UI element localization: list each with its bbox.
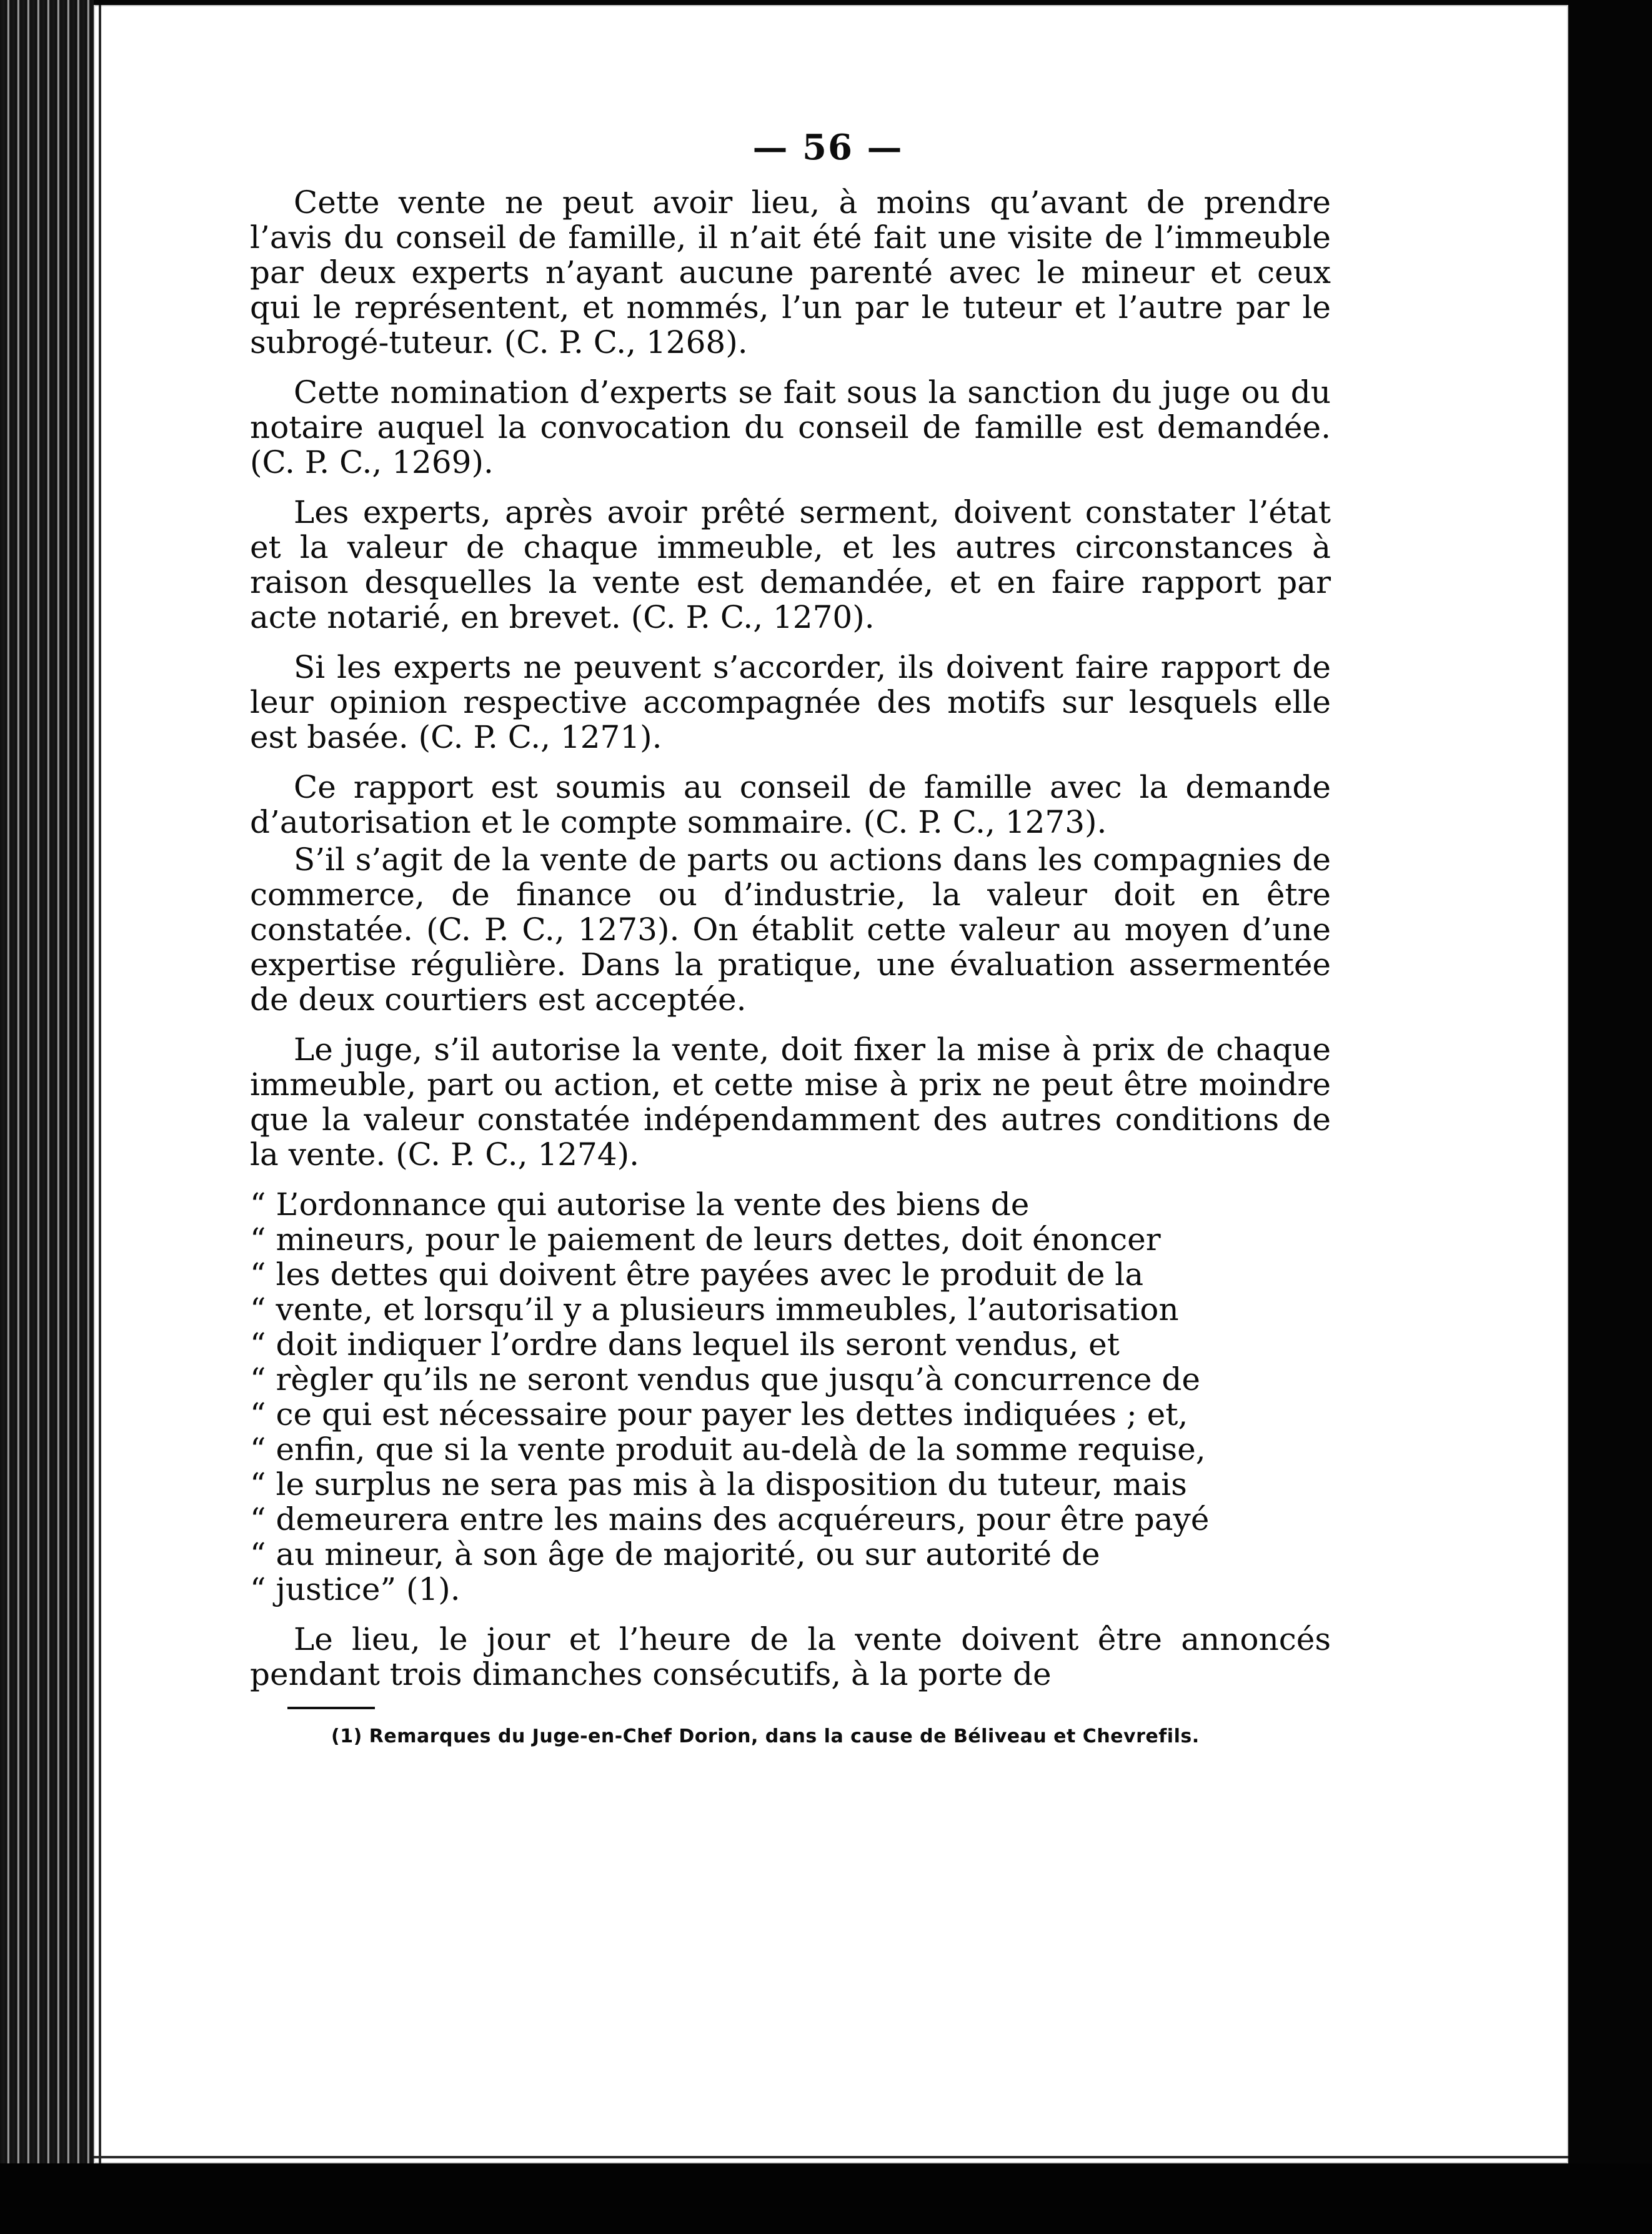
- page-text: [250, 119, 1331, 1748]
- paragraph: S’il s’agit de la vente de parts ou actions dans les compagnies de commerce, de finance ou d’industrie, la valeur doit en être constatée. (C. P. C., 1273). On établit cette valeur au moyen d’une expertise régulière. Dans la pratique, une évaluation assermentée de deux courtiers est acceptée.: [250, 841, 1331, 1018]
- paragraph: Les experts, après avoir prêté serment, doivent constater l’état et la valeur de chaque immeuble, et les autres circonstances à raison desquelles la vente est demandée, et en faire rapport par acte notarié, en brevet. (C. P. C., 1270).: [250, 494, 1331, 635]
- page-number: — 56 —: [752, 127, 903, 168]
- page-bottom-rule: [94, 2156, 1568, 2158]
- paragraph: Cette vente ne peut avoir lieu, à moins qu’avant de prendre l’avis du conseil de famille, il n’ait été fait une visite de l’immeuble par deux experts n’ayant aucune parenté avec le mineur et ceux qui le représentent, et nommés, l’un par le tuteur et l’autre par le subrogé-tuteur. (C. P. C., 1268).: [250, 184, 1331, 360]
- quote-line: “ demeurera entre les mains des acquéreurs, pour être payé: [250, 1501, 1210, 1537]
- quote-line: “ les dettes qui doivent être payées avec le produit de la: [250, 1256, 1144, 1293]
- paragraph: Cette nomination d’experts se fait sous la sanction du juge ou du notaire auquel la convocation du conseil de famille est demandée. (C. P. C., 1269).: [250, 374, 1331, 480]
- paragraph: Le juge, s’il autorise la vente, doit fixer la mise à prix de chaque immeuble, part ou action, et cette mise à prix ne peut être moindre que la valeur constatée indépendamment des autres conditions de la vente. (C. P. C., 1274).: [250, 1031, 1331, 1173]
- paragraph: Le lieu, le jour et l’heure de la vente doivent être annoncés pendant trois dimanches consécutifs, à la porte de: [250, 1621, 1331, 1692]
- quote-line: “ enfin, que si la vente produit au-delà de la somme requise,: [250, 1431, 1206, 1467]
- right-dark-margin: [1568, 0, 1652, 2234]
- quote-line: “ doit indiquer l’ordre dans lequel ils seront vendus, et: [250, 1326, 1120, 1363]
- paragraph: Si les experts ne peuvent s’accorder, ils doivent faire rapport de leur opinion respective accompagnée des motifs sur lesquels elle est basée. (C. P. C., 1271).: [250, 649, 1331, 755]
- quote-line: “ justice” (1).: [250, 1571, 460, 1607]
- quote-line: “ vente, et lorsqu’il y a plusieurs immeubles, l’autorisation: [250, 1291, 1179, 1328]
- quote-line: “ au mineur, à son âge de majorité, ou sur autorité de: [250, 1536, 1100, 1572]
- quote-line: “ règler qu’ils ne seront vendus que jusqu’à concurrence de: [250, 1361, 1200, 1397]
- bottom-dark-margin: [0, 2163, 1652, 2234]
- footnote: (1) Remarques du Juge-en-Chef Dorion, dans la cause de Béliveau et Chevrefils.: [331, 1725, 1200, 1747]
- book-page-edges: [0, 0, 94, 2234]
- quotation-block: [250, 1187, 1331, 1607]
- paragraph: Ce rapport est soumis au conseil de famille avec la demande d’autorisation et le compte sommaire. (C. P. C., 1273).: [250, 769, 1331, 840]
- footnote-rule: [287, 1707, 375, 1709]
- quote-line: “ le surplus ne sera pas mis à la disposition du tuteur, mais: [250, 1466, 1187, 1502]
- quote-line: “ L’ordonnance qui autorise la vente des biens de: [250, 1186, 1030, 1223]
- quote-line: “ ce qui est nécessaire pour payer les dettes indiquées ; et,: [250, 1396, 1188, 1432]
- quote-line: “ mineurs, pour le paiement de leurs dettes, doit énoncer: [250, 1221, 1161, 1258]
- page-left-rule: [99, 5, 101, 2163]
